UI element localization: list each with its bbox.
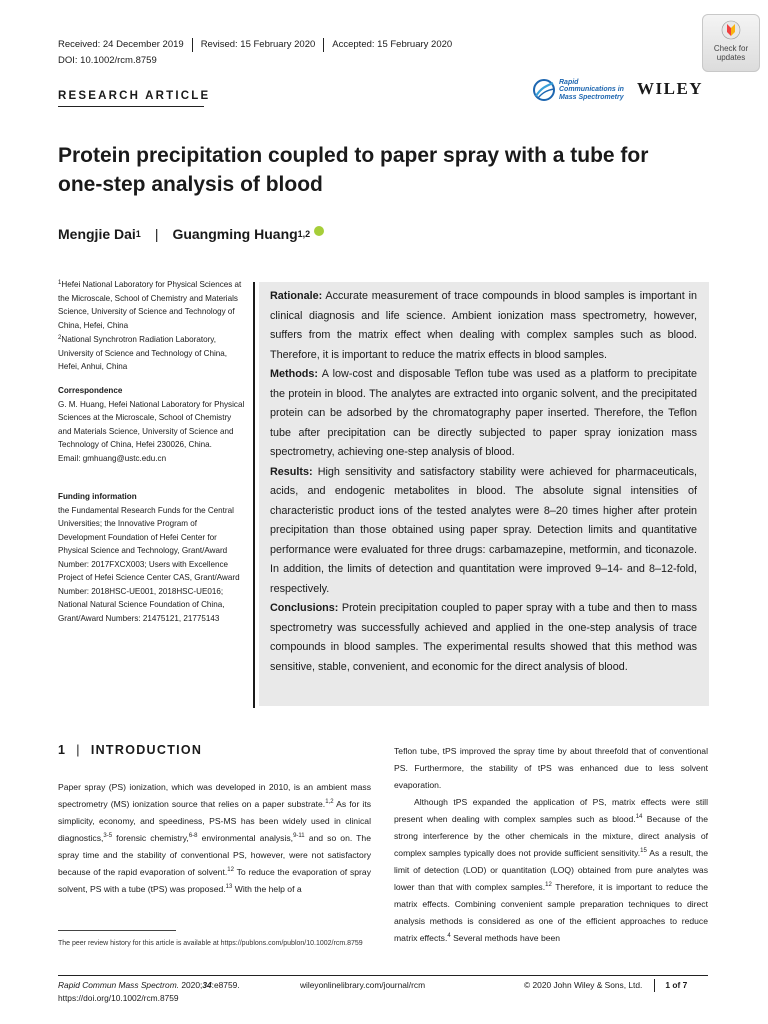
rationale-label: Rationale: (270, 290, 323, 302)
check-updates-line1: Check for (713, 44, 749, 53)
body-text: To reduce the evaporation of spray solvent, PS with a tube (tPS) was proposed. (58, 867, 371, 894)
conclusions-text: Protein precipitation coupled to paper spray with a tube and then to mass spectrometry was successfully achieved and applied in the one-step analysis of trace compounds in blood samples. The experimental results showed that this method was sensitive, stable, convenient, and economic for the direct analysis of blood. (270, 602, 697, 673)
intro-paragraph (58, 779, 371, 898)
journal-name-line2: Communications in (559, 86, 624, 94)
affiliation-number: 2 (58, 335, 62, 341)
article-dates (58, 38, 460, 52)
conclusions-label: Conclusions: (270, 602, 339, 614)
citation[interactable]: 9-11 (293, 833, 305, 839)
citation-year: 2020; (179, 980, 203, 990)
received-date: Received: 24 December 2019 (58, 39, 184, 50)
affiliation-text: National Synchrotron Radiation Laboratory, University of Science and Technology of China, Hefei, Anhui, China (58, 335, 228, 371)
citation[interactable]: 12 (545, 882, 552, 888)
affiliation-text: Hefei National Laboratory for Physical Sciences at the Microscale, School of Chemistry and Materials Science, University of Science and Technology of China, Hefei, China (58, 280, 242, 330)
body-text: Although tPS expanded the application of PS, matrix effects were still present when dealing with complex samples such as blood. (394, 797, 708, 824)
results-label: Results: (270, 465, 313, 478)
footnote-rule (58, 930, 176, 931)
article-title: Protein precipitation coupled to paper spray with a tube for one-step analysis of blood (58, 144, 649, 196)
doi[interactable]: DOI: 10.1002/rcm.8759 (58, 55, 157, 66)
author-affiliation: 1 (135, 229, 141, 239)
abstract-results (270, 463, 697, 600)
accepted-date: Accepted: 15 February 2020 (323, 38, 460, 52)
bookmark-icon (721, 20, 741, 40)
abstract-rule (253, 282, 255, 708)
citation[interactable]: 1,2 (325, 799, 334, 805)
citation[interactable]: 13 (225, 884, 233, 890)
journal-name-line1: Rapid (559, 78, 579, 86)
affiliation-2 (58, 332, 246, 374)
footer-rule (58, 975, 708, 976)
intro-paragraph (394, 794, 708, 947)
article-type-underline (58, 106, 204, 107)
citation[interactable]: 3-5 (103, 833, 113, 839)
affiliation-1 (58, 277, 246, 332)
abstract-rationale (270, 287, 697, 365)
body-text: environmental analysis, (197, 833, 294, 843)
body-text: Therefore, it is important to reduce the matrix effects. Combining convenient sample preparation techniques to direct analysis methods is considered as one of the efficient approaches to reduce matrix effects. (394, 882, 708, 943)
citation-line (58, 979, 240, 992)
article-type: RESEARCH ARTICLE (58, 90, 211, 102)
body-text: As a result, the limit of detection (LOD) or quantitation (LOQ) obtained from pure analytes was lower than that with complex samples. (394, 848, 708, 892)
revised-date: Revised: 15 February 2020 (192, 38, 324, 52)
abstract-conclusions (270, 599, 697, 677)
intro-left-column (58, 779, 371, 898)
body-text: Several methods have been (450, 933, 561, 943)
correspondence-text: G. M. Huang, Hefei National Laboratory for Physical Sciences at the Microscale, School of Chemistry and Materials Science, University of Science and Technology of China, Hefei 230026, China. (58, 399, 245, 449)
copyright: © 2020 John Wiley & Sons, Ltd. (524, 980, 643, 990)
body-text: With the help of a (232, 884, 302, 894)
journal-logo[interactable] (532, 78, 624, 102)
section-title: INTRODUCTION (90, 743, 203, 757)
correspondence-block (58, 384, 246, 465)
section-number: 1 (58, 743, 67, 757)
correspondence-email[interactable]: Email: gmhuang@ustc.edu.cn (58, 453, 167, 463)
funding-text: the Fundamental Research Funds for the Central Universities; the Innovative Program of Development Foundation of Hefei Center for Physical Science and Technology, Grant/Award Number: 2017FXCX003; Users with Excellence Project of Hefei Science Center CAS, Grant/Award Number: 2018HSC-UE001, 2018HSC-UE016; National Natural Science Foundation of China, Grant/Award Numbers: 21475121, 21775143 (58, 505, 240, 623)
citation-url[interactable]: https://doi.org/10.1002/rcm.8759 (58, 993, 179, 1003)
peer-review-footnote[interactable]: The peer review history for this article is available at https://publons.com/publon/10.1002/rcm.8759 (58, 940, 363, 947)
author-affiliation: 1,2 (297, 229, 311, 239)
affiliation-number: 1 (58, 280, 62, 286)
funding-heading: Funding information (58, 492, 137, 501)
publisher-logo[interactable]: WILEY (637, 79, 704, 98)
journal-emblem-icon (532, 78, 556, 102)
abstract-methods (270, 365, 697, 463)
rationale-text: Accurate measurement of trace compounds in blood samples is important in clinical diagnosis and life science. Ambient ionization mass spectrometry, however, suffers from the matrix effect when dealing with complex samples such as blood. Therefore, it is important to reduce the matrix effects in blood samples. (270, 290, 697, 361)
citation[interactable]: 15 (640, 848, 647, 854)
citation[interactable]: 12 (227, 867, 234, 873)
body-text: Paper spray (PS) ionization, which was developed in 2010, is an ambient mass spectrometry (MS) ionization source that relies on a paper substrate. (58, 782, 371, 809)
results-text: High sensitivity and satisfactory stability were achieved for pharmaceuticals, acids, and endogenic metabolites in blood. The absolute signal intensities of characteristic product ions of the tested analytes were 8–20 times higher after protein precipitation than those obtained using paper spray. Detection limits and quantitative performance were evaluated for three drugs: carbamazepine, metformin, and ticonazole. In addition, the limits of detection and quantitation were improved 9–14- and 8–12-fold, respectively. (270, 465, 697, 595)
footer-citation (58, 979, 240, 1005)
footer-site-link[interactable]: wileyonlinelibrary.com/journal/rcm (300, 980, 426, 990)
correspondence-heading: Correspondence (58, 386, 123, 395)
body-text: and so on. The spray time and the stability of conventional PS, however, were not satisfactory because of the rapid evaporation of solvent. (58, 833, 371, 877)
author-name[interactable]: Guangming Huang (172, 226, 298, 242)
body-text: forensic chemistry, (112, 833, 189, 843)
citation-volume: 34 (202, 980, 212, 990)
journal-name-line3: Mass Spectrometry (559, 93, 624, 101)
author-list (58, 226, 324, 242)
body-text: As for its simplicity, economy, and speediness, PS-MS has been widely used in clinical diagnostics, (58, 799, 372, 843)
citation[interactable]: 14 (635, 814, 643, 820)
citation-journal: Rapid Commun Mass Spectrom. (58, 980, 180, 990)
citation[interactable]: 6-8 (188, 833, 198, 839)
journal-name (559, 79, 624, 102)
page-number: 1 of 7 (654, 979, 687, 992)
check-for-updates-button[interactable] (702, 14, 760, 72)
orcid-icon[interactable] (314, 226, 324, 236)
methods-label: Methods: (270, 368, 318, 380)
footer-right (524, 979, 687, 992)
intro-paragraph: Teflon tube, tPS improved the spray time by about threefold that of conventional PS. Furthermore, the stability of tPS was enhanced due to less solvent evaporation. (394, 746, 708, 790)
author-separator: | (154, 226, 159, 242)
check-updates-line2: updates (716, 53, 746, 62)
author-name[interactable]: Mengjie Dai (58, 226, 136, 242)
body-text: Because of the strong interference by the other chemicals in the mixture, direct analysis of complex samples typically does not provide sufficient sensitivity. (394, 814, 708, 858)
abstract-box (259, 282, 709, 706)
citation-article: :e8759. (211, 980, 240, 990)
methods-text: A low-cost and disposable Teflon tube was used as a platform to precipitate the protein in blood. The analytes are extracted into organic solvent, and the precipitated protein can be adsorbed by the chromatography paper inserted. Therefore, the Teflon tube after precipitation can be directly subjected to paper spray ionization mass spectrometry, achieving one-step analysis of blood. (270, 368, 697, 458)
intro-right-column (394, 743, 708, 947)
section-heading: 1 | INTRODUCTION (58, 743, 203, 757)
funding-block (58, 490, 246, 625)
citation[interactable]: 4 (447, 933, 451, 939)
